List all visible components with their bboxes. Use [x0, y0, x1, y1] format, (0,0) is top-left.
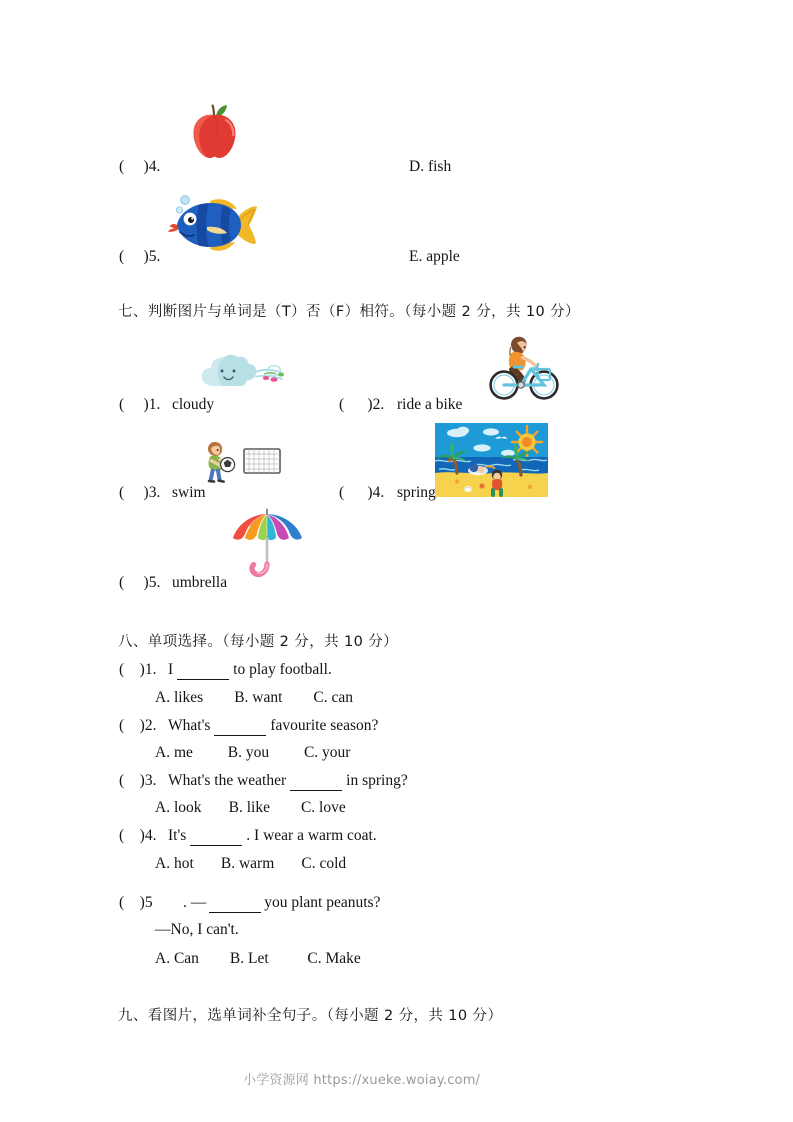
eight-q5-stem-after: you plant peanuts? [264, 894, 381, 911]
section-nine-heading: 九、看图片，选单词补全句子。（每小题 2 分，共 10 分） [118, 1008, 503, 1024]
eight-q3-stem-before: What's the weather [168, 772, 287, 789]
eight-q4-stem-before: It's [168, 827, 187, 844]
seven-item-5-bracket[interactable]: ( )5. [119, 574, 161, 591]
match-item-4-bracket[interactable]: ( )4. [119, 158, 161, 175]
apple-image [186, 101, 242, 163]
eight-q2-stem-after: favourite season? [270, 717, 379, 734]
eight-q3-stem-after: in spring? [346, 772, 408, 789]
eight-q4-blank[interactable] [190, 827, 242, 846]
ride-a-bike-image [488, 335, 560, 403]
eight-q5-bracket[interactable]: ( )5 [119, 894, 153, 911]
match-item-5-bracket[interactable]: ( )5. [119, 248, 161, 265]
eight-q1-bracket[interactable]: ( )1. [119, 661, 157, 678]
eight-q2-options[interactable]: A. me B. you C. your [155, 744, 351, 761]
match-option-E: E. apple [409, 248, 460, 265]
eight-q2-blank[interactable] [214, 717, 266, 736]
eight-q1-stem-after: to play football. [233, 661, 332, 678]
eight-q1-stem-before: I [168, 661, 174, 678]
seven-item-5-word: umbrella [172, 574, 228, 591]
eight-q4-stem [168, 827, 377, 846]
eight-q3-options[interactable]: A. look B. like C. love [155, 799, 346, 816]
eight-q3-blank[interactable] [290, 772, 342, 791]
seven-item-4-word: spring [397, 484, 436, 501]
section-eight-heading: 八、单项选择。（每小题 2 分，共 10 分） [118, 634, 399, 650]
match-option-D: D. fish [409, 158, 452, 175]
seven-item-1-word: cloudy [172, 396, 215, 413]
eight-q1-options[interactable]: A. likes B. want C. can [155, 689, 354, 706]
seven-item-1-bracket[interactable]: ( )1. [119, 396, 161, 413]
eight-q4-bracket[interactable]: ( )4. [119, 827, 157, 844]
site-watermark: 小学资源网 https://xueke.woiay.com/ [243, 1073, 481, 1088]
seven-item-3-bracket[interactable]: ( )3. [119, 484, 161, 501]
eight-q2-stem-before: What's [168, 717, 211, 734]
eight-q5-blank[interactable] [209, 894, 261, 913]
swim-image [200, 440, 284, 484]
eight-q4-stem-after: . I wear a warm coat. [246, 827, 377, 844]
eight-q5-stem [183, 894, 380, 913]
seven-item-4-bracket[interactable]: ( )4. [339, 484, 385, 501]
seven-item-2-bracket[interactable]: ( )2. [339, 396, 385, 413]
seven-item-3-word: swim [172, 484, 206, 501]
seven-item-2-word: ride a bike [397, 396, 463, 413]
umbrella-image [229, 508, 305, 580]
eight-q5-answer-line: —No, I can't. [155, 921, 239, 938]
fish-image [163, 192, 258, 258]
eight-q5-options[interactable]: A. Can B. Let C. Make [155, 950, 361, 967]
eight-q3-bracket[interactable]: ( )3. [119, 772, 157, 789]
eight-q2-bracket[interactable]: ( )2. [119, 717, 157, 734]
cloudy-image [196, 352, 292, 394]
spring-beach-image [435, 423, 548, 497]
eight-q1-stem [168, 661, 332, 680]
eight-q5-stem-before: . — [183, 894, 207, 911]
section-seven-heading: 七、判断图片与单词是（T）否（F）相符。（每小题 2 分，共 10 分） [118, 304, 580, 320]
eight-q2-stem [168, 717, 378, 736]
eight-q3-stem [168, 772, 408, 791]
eight-q1-blank[interactable] [177, 661, 229, 680]
eight-q4-options[interactable]: A. hot B. warm C. cold [155, 855, 347, 872]
